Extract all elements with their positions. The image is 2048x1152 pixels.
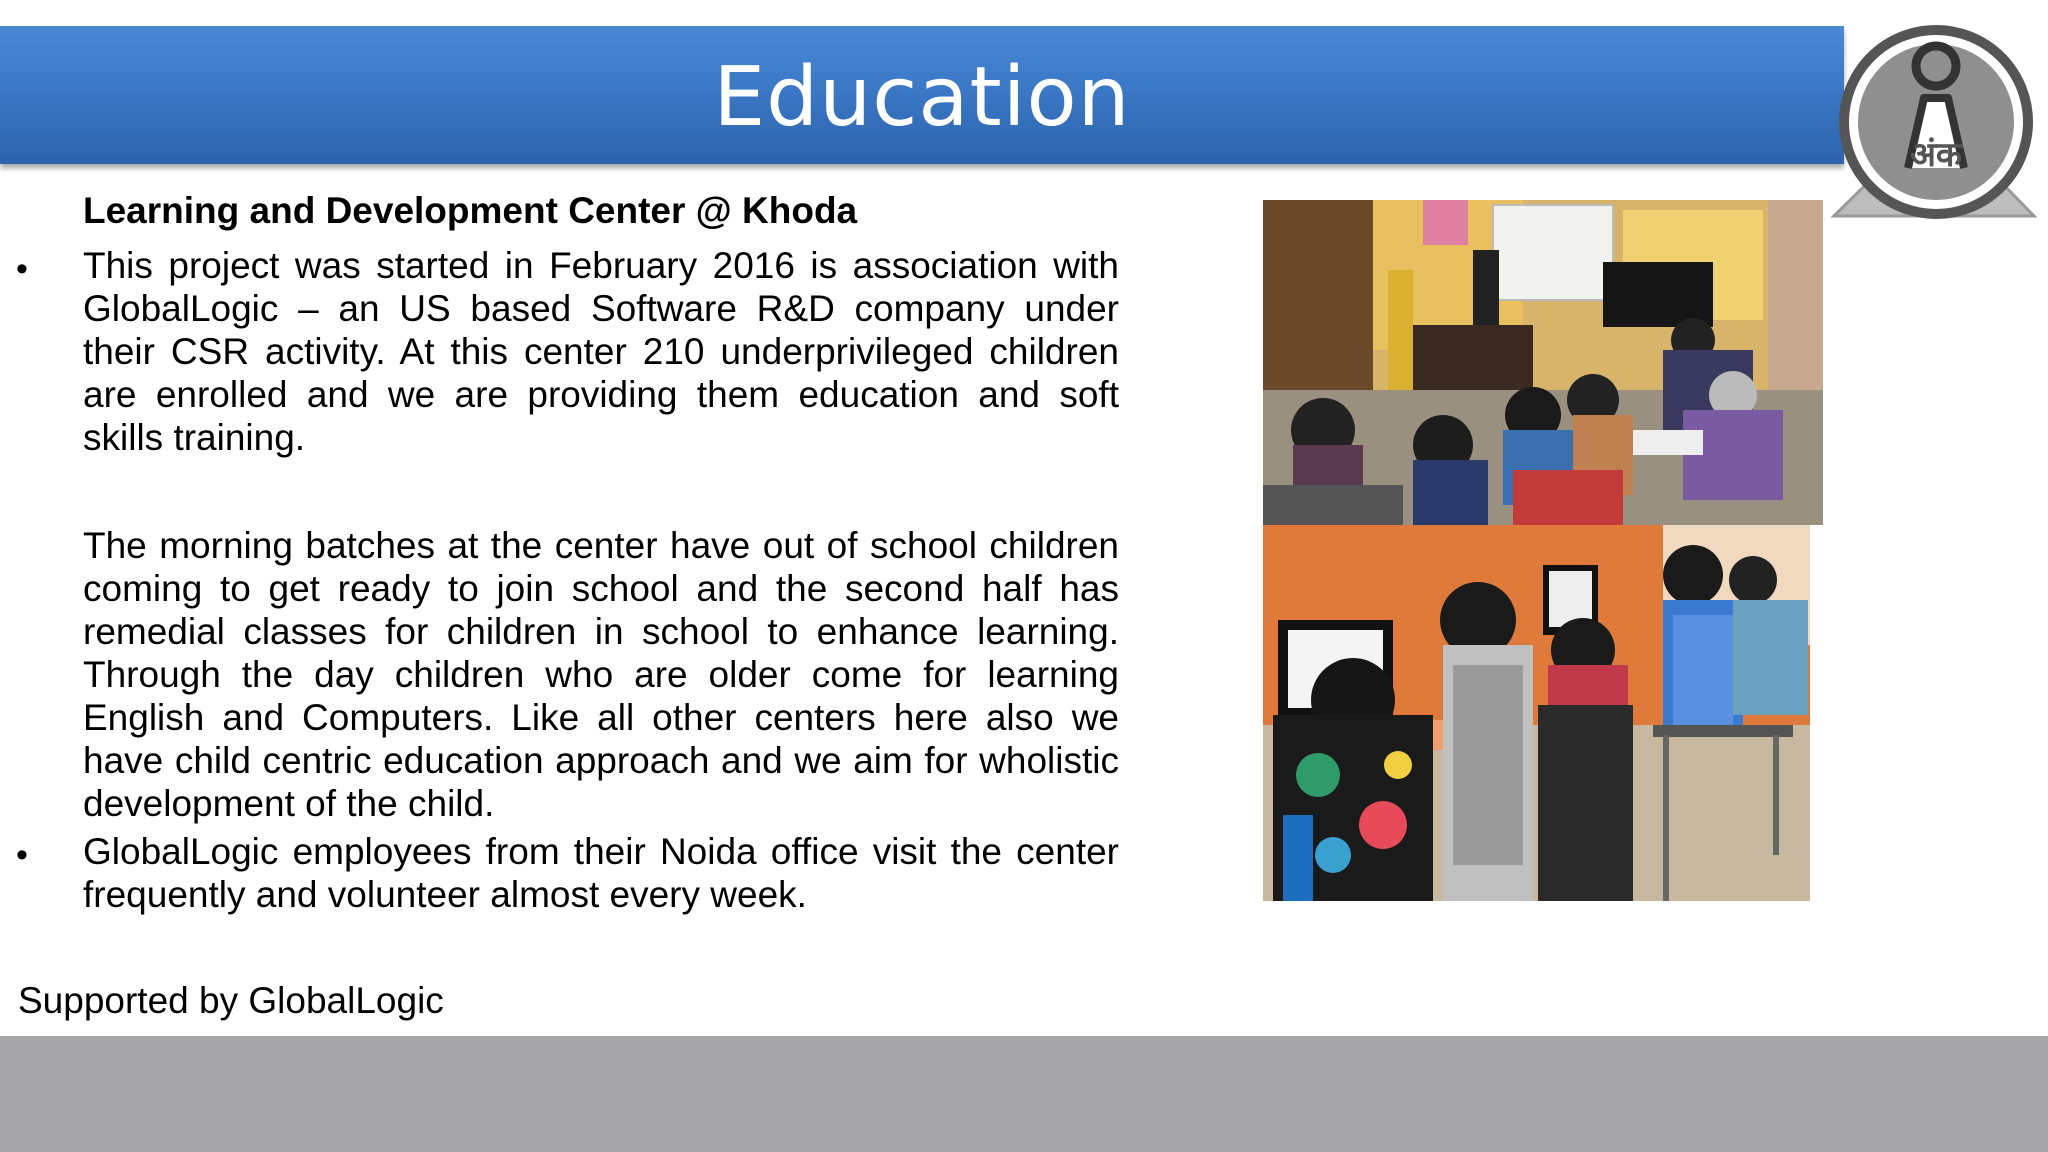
paragraph-batches: The morning batches at the center have out of school children coming to get ready to join school and the second half has remedial classes for children in school to enhance learning. Through the day children who are older come for learning English and Computers. Like all other centers here also we have child centric education approach and we aim for wholistic development of the child. <box>83 525 1119 824</box>
title-bar <box>0 26 1844 164</box>
slide-title: Education <box>713 50 1131 145</box>
bullet-marker: • <box>16 250 28 288</box>
section-heading: Learning and Development Center @ Khoda <box>83 190 858 231</box>
bullet-marker: • <box>16 836 28 874</box>
ank-logo <box>1824 10 2048 224</box>
supported-by-note: Supported by GlobalLogic <box>18 980 444 1021</box>
paragraph-volunteers: GlobalLogic employees from their Noida office visit the center frequently and volunteer almost every week. <box>83 831 1119 915</box>
logo-text: अंक <box>1909 135 1963 175</box>
footer-band <box>0 1036 2048 1152</box>
paragraph-project-intro: This project was started in February 2016 is association with GlobalLogic – an US based Software R&D company under their CSR activity. At this center 210 underprivileged children are enrolled and we are providing them education and soft skills training. <box>83 245 1119 458</box>
computer-lab-photo <box>1263 525 1810 901</box>
classroom-photo <box>1263 200 1823 525</box>
